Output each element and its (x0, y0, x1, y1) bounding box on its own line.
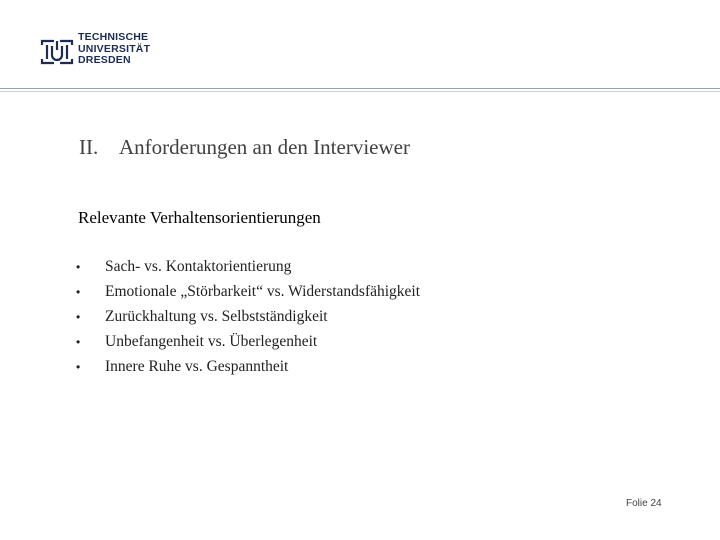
bullet-text: Emotionale „Störbarkeit“ vs. Widerstandsfähigkeit (105, 283, 421, 300)
university-logo (38, 30, 168, 72)
slide-title-number: II. (79, 135, 99, 159)
logo-line-1: TECHNISCHE (78, 31, 149, 43)
bullet-marker: • (76, 310, 81, 324)
slide-title-text: Anforderungen an den Interviewer (119, 135, 410, 159)
logo-line-3: DRESDEN (78, 54, 131, 66)
section-heading: Relevante Verhaltensorientierungen (78, 208, 321, 227)
slide-number: Folie 24 (626, 498, 662, 509)
tu-dresden-logo-icon (38, 33, 76, 71)
bullet-marker: • (76, 285, 81, 299)
logo-line-2: UNIVERSITÄT (78, 42, 151, 55)
bullet-text: Unbefangenheit vs. Überlegenheit (105, 333, 318, 350)
bullet-text: Zurückhaltung vs. Selbstständigkeit (105, 308, 328, 325)
bullet-marker: • (76, 260, 81, 274)
bullet-marker: • (76, 335, 81, 349)
bullet-text: Innere Ruhe vs. Gespanntheit (105, 358, 289, 375)
bullet-marker: • (76, 360, 81, 374)
university-name (78, 32, 150, 67)
slide-title (79, 135, 410, 160)
bullet-text: Sach- vs. Kontaktorientierung (105, 258, 292, 275)
header-divider (0, 88, 720, 92)
